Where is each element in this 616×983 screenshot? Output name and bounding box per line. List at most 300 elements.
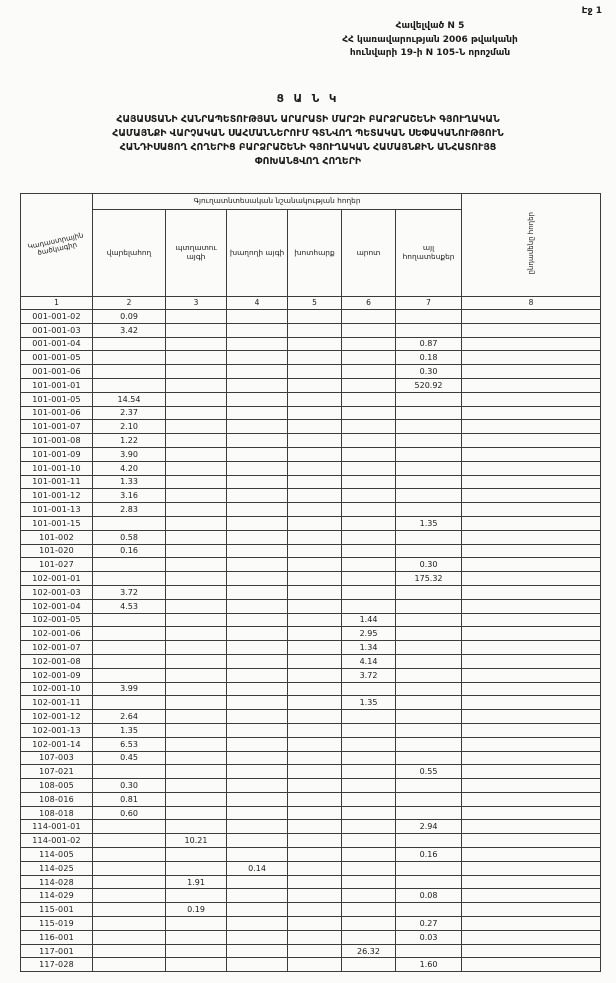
area-value-cell xyxy=(342,834,396,848)
table-row xyxy=(21,516,601,530)
appendix-block xyxy=(300,20,560,61)
area-value-cell: 0.45 xyxy=(93,751,166,765)
area-value-cell xyxy=(93,889,166,903)
area-value-cell xyxy=(166,917,227,931)
area-value-cell xyxy=(166,530,227,544)
area-value-cell xyxy=(227,503,288,517)
area-value-cell xyxy=(166,861,227,875)
area-value-cell xyxy=(342,930,396,944)
cadastral-code-cell: 114-025 xyxy=(21,861,93,875)
area-value-cell: 1.44 xyxy=(342,613,396,627)
column-number-7: 7 xyxy=(396,297,462,310)
table-row xyxy=(21,682,601,696)
area-value-cell xyxy=(93,930,166,944)
area-value-cell xyxy=(288,434,342,448)
area-value-cell xyxy=(227,392,288,406)
area-value-cell xyxy=(166,447,227,461)
column-number-5: 5 xyxy=(288,297,342,310)
area-value-cell: 4.20 xyxy=(93,461,166,475)
cadastral-code-cell: 102-001-09 xyxy=(21,668,93,682)
area-value-cell xyxy=(288,737,342,751)
area-value-cell xyxy=(93,627,166,641)
area-value-cell xyxy=(227,641,288,655)
area-value-cell xyxy=(93,696,166,710)
cadastral-code-cell: 114-001-01 xyxy=(21,820,93,834)
area-value-cell xyxy=(462,944,601,958)
cadastral-code-cell: 116-001 xyxy=(21,930,93,944)
area-value-cell: 2.37 xyxy=(93,406,166,420)
area-value-cell xyxy=(227,613,288,627)
area-value-cell: 2.10 xyxy=(93,420,166,434)
area-value-cell xyxy=(462,820,601,834)
area-value-cell xyxy=(462,710,601,724)
area-value-cell xyxy=(462,378,601,392)
area-value-cell xyxy=(462,958,601,972)
cadastral-code-cell: 101-001-12 xyxy=(21,489,93,503)
area-value-cell xyxy=(462,503,601,517)
area-value-cell xyxy=(93,765,166,779)
area-value-cell xyxy=(342,351,396,365)
table-row xyxy=(21,820,601,834)
area-value-cell xyxy=(227,627,288,641)
area-value-cell xyxy=(342,323,396,337)
table-row xyxy=(21,792,601,806)
area-value-cell: 1.35 xyxy=(93,723,166,737)
area-value-cell: 6.53 xyxy=(93,737,166,751)
area-value-cell xyxy=(342,516,396,530)
area-value-cell xyxy=(288,310,342,324)
cadastral-code-cell: 114-005 xyxy=(21,848,93,862)
document-title: Ց Ա Ն Կ xyxy=(276,93,340,105)
area-value-cell xyxy=(462,447,601,461)
area-value-cell xyxy=(462,682,601,696)
area-value-cell xyxy=(93,875,166,889)
table-row xyxy=(21,668,601,682)
area-value-cell xyxy=(396,447,462,461)
table-row xyxy=(21,310,601,324)
area-value-cell xyxy=(342,861,396,875)
area-value-cell xyxy=(93,654,166,668)
table-row xyxy=(21,779,601,793)
cadastral-code-cell: 001-001-02 xyxy=(21,310,93,324)
table-header xyxy=(21,194,601,310)
cadastral-code-cell: 001-001-03 xyxy=(21,323,93,337)
cadastral-code-cell: 102-001-04 xyxy=(21,599,93,613)
area-value-cell xyxy=(288,365,342,379)
vineyard-header: խաղողի այգի xyxy=(227,210,288,297)
area-value-cell: 1.91 xyxy=(166,875,227,889)
area-value-cell xyxy=(227,406,288,420)
area-value-cell xyxy=(396,489,462,503)
area-value-cell xyxy=(288,572,342,586)
cadastral-code-cell: 101-001-08 xyxy=(21,434,93,448)
subtitle-line-2: ՀԱՄԱՅՆՔԻ ՎԱՐՉԱԿԱՆ ՍԱՀՄԱՆՆԵՐՈՒՄ ԳՏՆՎՈՂ ՊԵՏԱԿԱՆ ՍԵՓԱԿԱՆՈՒԹՅՈՒՆ xyxy=(112,127,504,139)
area-value-cell xyxy=(227,337,288,351)
area-value-cell xyxy=(166,848,227,862)
area-value-cell: 175.32 xyxy=(396,572,462,586)
area-value-cell xyxy=(288,489,342,503)
area-value-cell xyxy=(342,558,396,572)
area-value-cell xyxy=(462,558,601,572)
area-value-cell xyxy=(462,310,601,324)
area-value-cell xyxy=(227,599,288,613)
area-value-cell xyxy=(288,903,342,917)
area-value-cell xyxy=(396,392,462,406)
area-value-cell xyxy=(342,378,396,392)
area-value-cell xyxy=(396,710,462,724)
page-number: Էջ 1 xyxy=(581,6,602,16)
area-value-cell xyxy=(166,585,227,599)
table-body xyxy=(21,310,601,972)
area-value-cell xyxy=(166,337,227,351)
cadastral-code-cell: 102-001-12 xyxy=(21,710,93,724)
area-value-cell xyxy=(227,889,288,903)
area-value-cell xyxy=(342,544,396,558)
cadastral-code-cell: 102-001-06 xyxy=(21,627,93,641)
area-value-cell xyxy=(342,917,396,931)
area-value-cell xyxy=(342,475,396,489)
area-value-cell xyxy=(166,710,227,724)
area-value-cell xyxy=(288,641,342,655)
other-land-types-header: այլ հողատեսքեր xyxy=(396,210,462,297)
cadastral-code-cell: 102-001-13 xyxy=(21,723,93,737)
area-value-cell: 0.30 xyxy=(396,365,462,379)
area-value-cell xyxy=(93,834,166,848)
area-value-cell xyxy=(462,420,601,434)
cadastral-code-cell: 114-029 xyxy=(21,889,93,903)
arable-land-header: վարելահող xyxy=(93,210,166,297)
area-value-cell xyxy=(166,599,227,613)
cadastral-code-cell: 117-028 xyxy=(21,958,93,972)
area-value-cell xyxy=(227,944,288,958)
area-value-cell xyxy=(288,806,342,820)
area-value-cell xyxy=(396,861,462,875)
cadastral-code-cell: 115-001 xyxy=(21,903,93,917)
table-row xyxy=(21,544,601,558)
orchard-header: պտղատու այգի xyxy=(166,210,227,297)
area-value-cell xyxy=(166,958,227,972)
area-value-cell: 0.16 xyxy=(396,848,462,862)
area-value-cell xyxy=(462,516,601,530)
area-value-cell xyxy=(342,848,396,862)
cadastral-code-cell: 102-001-10 xyxy=(21,682,93,696)
area-value-cell: 14.54 xyxy=(93,392,166,406)
cadastral-code-cell: 101-020 xyxy=(21,544,93,558)
cadastral-code-cell: 101-001-10 xyxy=(21,461,93,475)
area-value-cell xyxy=(462,779,601,793)
area-value-cell xyxy=(227,710,288,724)
area-value-cell xyxy=(166,434,227,448)
area-value-cell xyxy=(288,420,342,434)
table-row xyxy=(21,365,601,379)
area-value-cell xyxy=(288,406,342,420)
cadastral-code-cell: 101-001-05 xyxy=(21,392,93,406)
area-value-cell xyxy=(396,779,462,793)
area-value-cell: 0.09 xyxy=(93,310,166,324)
area-value-cell xyxy=(288,613,342,627)
cadastral-code-cell: 102-001-05 xyxy=(21,613,93,627)
area-value-cell xyxy=(342,806,396,820)
area-value-cell xyxy=(227,365,288,379)
pasture-header: արոտ xyxy=(342,210,396,297)
subtitle-line-4: ՓՈԽԱՆՑՎՈՂ ՀՈՂԵՐԻ xyxy=(254,155,362,167)
area-value-cell xyxy=(396,682,462,696)
table-row xyxy=(21,723,601,737)
area-value-cell xyxy=(166,516,227,530)
area-value-cell xyxy=(342,420,396,434)
area-value-cell xyxy=(462,765,601,779)
table-row xyxy=(21,903,601,917)
area-value-cell xyxy=(166,723,227,737)
area-value-cell xyxy=(166,378,227,392)
area-value-cell xyxy=(288,710,342,724)
area-value-cell xyxy=(462,696,601,710)
area-value-cell xyxy=(227,572,288,586)
area-value-cell xyxy=(462,737,601,751)
area-value-cell xyxy=(462,903,601,917)
area-value-cell: 0.87 xyxy=(396,337,462,351)
cadastral-code-cell: 117-001 xyxy=(21,944,93,958)
area-value-cell xyxy=(462,572,601,586)
area-value-cell xyxy=(396,792,462,806)
area-value-cell xyxy=(342,765,396,779)
area-value-cell xyxy=(227,434,288,448)
area-value-cell xyxy=(227,585,288,599)
area-value-cell xyxy=(462,323,601,337)
area-value-cell xyxy=(166,475,227,489)
area-value-cell: 0.14 xyxy=(227,861,288,875)
table-row xyxy=(21,654,601,668)
area-value-cell: 1.35 xyxy=(396,516,462,530)
cadastral-code-cell: 101-001-11 xyxy=(21,475,93,489)
area-value-cell xyxy=(227,447,288,461)
area-value-cell xyxy=(288,834,342,848)
area-value-cell xyxy=(93,820,166,834)
area-value-cell xyxy=(462,337,601,351)
area-value-cell xyxy=(342,585,396,599)
area-value-cell xyxy=(462,627,601,641)
table-row xyxy=(21,751,601,765)
area-value-cell: 0.81 xyxy=(93,792,166,806)
cadastral-code-cell: 114-028 xyxy=(21,875,93,889)
area-value-cell xyxy=(227,848,288,862)
area-value-cell xyxy=(288,779,342,793)
area-value-cell xyxy=(227,737,288,751)
area-value-cell: 0.16 xyxy=(93,544,166,558)
area-value-cell xyxy=(342,820,396,834)
area-value-cell xyxy=(166,323,227,337)
cadastral-code-cell: 102-001-08 xyxy=(21,654,93,668)
area-value-cell xyxy=(227,654,288,668)
area-value-cell xyxy=(227,834,288,848)
area-value-cell xyxy=(166,365,227,379)
area-value-cell xyxy=(227,820,288,834)
area-value-cell xyxy=(462,613,601,627)
area-value-cell xyxy=(227,489,288,503)
area-value-cell xyxy=(462,654,601,668)
area-value-cell xyxy=(227,475,288,489)
area-value-cell xyxy=(288,654,342,668)
area-value-cell xyxy=(227,779,288,793)
table-row xyxy=(21,696,601,710)
table-row xyxy=(21,737,601,751)
table-row xyxy=(21,806,601,820)
area-value-cell: 0.18 xyxy=(396,351,462,365)
area-value-cell xyxy=(396,323,462,337)
area-value-cell xyxy=(227,461,288,475)
area-value-cell xyxy=(166,310,227,324)
area-value-cell xyxy=(462,489,601,503)
area-value-cell xyxy=(288,627,342,641)
area-value-cell xyxy=(396,599,462,613)
table-row xyxy=(21,710,601,724)
area-value-cell xyxy=(227,682,288,696)
cadastral-code-cell: 101-001-15 xyxy=(21,516,93,530)
table-row xyxy=(21,572,601,586)
area-value-cell xyxy=(227,903,288,917)
area-value-cell xyxy=(288,668,342,682)
cadastral-code-cell: 102-001-11 xyxy=(21,696,93,710)
cadastral-code-cell: 101-001-13 xyxy=(21,503,93,517)
area-value-cell: 4.53 xyxy=(93,599,166,613)
table-row xyxy=(21,434,601,448)
area-value-cell xyxy=(93,668,166,682)
title-block xyxy=(16,92,600,169)
area-value-cell xyxy=(288,378,342,392)
area-value-cell xyxy=(288,461,342,475)
area-value-cell xyxy=(288,447,342,461)
area-value-cell xyxy=(342,310,396,324)
cadastral-code-cell: 108-016 xyxy=(21,792,93,806)
area-value-cell xyxy=(396,668,462,682)
area-value-cell xyxy=(462,544,601,558)
area-value-cell xyxy=(342,710,396,724)
area-value-cell xyxy=(342,792,396,806)
area-value-cell xyxy=(462,834,601,848)
total-lands-header xyxy=(462,194,601,297)
area-value-cell xyxy=(288,751,342,765)
area-value-cell xyxy=(227,792,288,806)
table-row xyxy=(21,889,601,903)
area-value-cell xyxy=(93,917,166,931)
area-value-cell xyxy=(462,365,601,379)
area-value-cell: 0.30 xyxy=(93,779,166,793)
cadastral-code-cell: 102-001-14 xyxy=(21,737,93,751)
area-value-cell xyxy=(227,930,288,944)
area-value-cell: 0.58 xyxy=(93,530,166,544)
area-value-cell xyxy=(462,585,601,599)
table-row xyxy=(21,503,601,517)
area-value-cell: 2.95 xyxy=(342,627,396,641)
area-value-cell xyxy=(288,585,342,599)
area-value-cell xyxy=(396,834,462,848)
area-value-cell xyxy=(396,806,462,820)
area-value-cell xyxy=(227,875,288,889)
area-value-cell xyxy=(342,461,396,475)
cadastral-code-cell: 101-001-01 xyxy=(21,378,93,392)
area-value-cell xyxy=(462,723,601,737)
cadastral-code-cell: 114-001-02 xyxy=(21,834,93,848)
area-value-cell xyxy=(462,668,601,682)
cadastral-code-cell: 108-018 xyxy=(21,806,93,820)
area-value-cell xyxy=(93,516,166,530)
area-value-cell xyxy=(396,627,462,641)
table-row xyxy=(21,834,601,848)
area-value-cell xyxy=(396,530,462,544)
cadastral-code-cell: 102-001-03 xyxy=(21,585,93,599)
table-row xyxy=(21,530,601,544)
area-value-cell: 0.03 xyxy=(396,930,462,944)
area-value-cell: 4.14 xyxy=(342,654,396,668)
area-value-cell xyxy=(227,696,288,710)
table-row xyxy=(21,489,601,503)
area-value-cell: 0.55 xyxy=(396,765,462,779)
area-value-cell xyxy=(462,406,601,420)
column-number-1: 1 xyxy=(21,297,93,310)
area-value-cell: 26.32 xyxy=(342,944,396,958)
area-value-cell xyxy=(342,572,396,586)
area-value-cell xyxy=(227,323,288,337)
area-value-cell xyxy=(288,351,342,365)
area-value-cell xyxy=(93,572,166,586)
appendix-year: 2006 xyxy=(442,34,468,45)
subtitle-line-3: ՀԱՆԴԻՍԱՑՈՂ ՀՈՂԵՐԻՑ ԲԱՐՁՐԱՇԵՆԻ ԳՅՈՒՂԱԿԱՆ ՀԱՄԱՅՆՔԻՆ ԱՆՀԱՏՈՒՅՑ xyxy=(119,141,497,153)
area-value-cell xyxy=(288,889,342,903)
area-value-cell: 2.83 xyxy=(93,503,166,517)
area-value-cell xyxy=(342,530,396,544)
cadastral-code-cell: 101-027 xyxy=(21,558,93,572)
area-value-cell: 3.72 xyxy=(93,585,166,599)
area-value-cell xyxy=(288,958,342,972)
cadastral-code-cell: 001-001-05 xyxy=(21,351,93,365)
area-value-cell xyxy=(342,779,396,793)
area-value-cell xyxy=(462,930,601,944)
area-value-cell xyxy=(166,930,227,944)
area-value-cell xyxy=(227,378,288,392)
area-value-cell xyxy=(462,392,601,406)
area-value-cell xyxy=(166,751,227,765)
appendix-line-2-post: թվականի xyxy=(470,34,518,45)
area-value-cell xyxy=(288,558,342,572)
cadastral-code-cell: 102-001-07 xyxy=(21,641,93,655)
area-value-cell xyxy=(166,654,227,668)
cadastral-code-cell: 101-002 xyxy=(21,530,93,544)
area-value-cell xyxy=(342,447,396,461)
area-value-cell xyxy=(462,434,601,448)
area-value-cell: 0.08 xyxy=(396,889,462,903)
area-value-cell xyxy=(227,723,288,737)
table-row xyxy=(21,861,601,875)
area-value-cell xyxy=(342,875,396,889)
area-value-cell: 0.60 xyxy=(93,806,166,820)
area-value-cell xyxy=(166,889,227,903)
appendix-line-2-pre: ՀՀ կառավարության xyxy=(342,34,440,45)
area-value-cell xyxy=(342,958,396,972)
area-value-cell xyxy=(166,351,227,365)
cadastral-code-header xyxy=(21,194,93,297)
table-row xyxy=(21,917,601,931)
column-number-3: 3 xyxy=(166,297,227,310)
area-value-cell xyxy=(462,889,601,903)
area-value-cell xyxy=(396,434,462,448)
area-value-cell xyxy=(396,654,462,668)
table-row xyxy=(21,613,601,627)
area-value-cell xyxy=(93,351,166,365)
cadastral-code-header-label: Կադաստրային ծածկագիր xyxy=(27,230,85,258)
area-value-cell xyxy=(462,875,601,889)
area-value-cell: 3.42 xyxy=(93,323,166,337)
area-value-cell xyxy=(288,875,342,889)
